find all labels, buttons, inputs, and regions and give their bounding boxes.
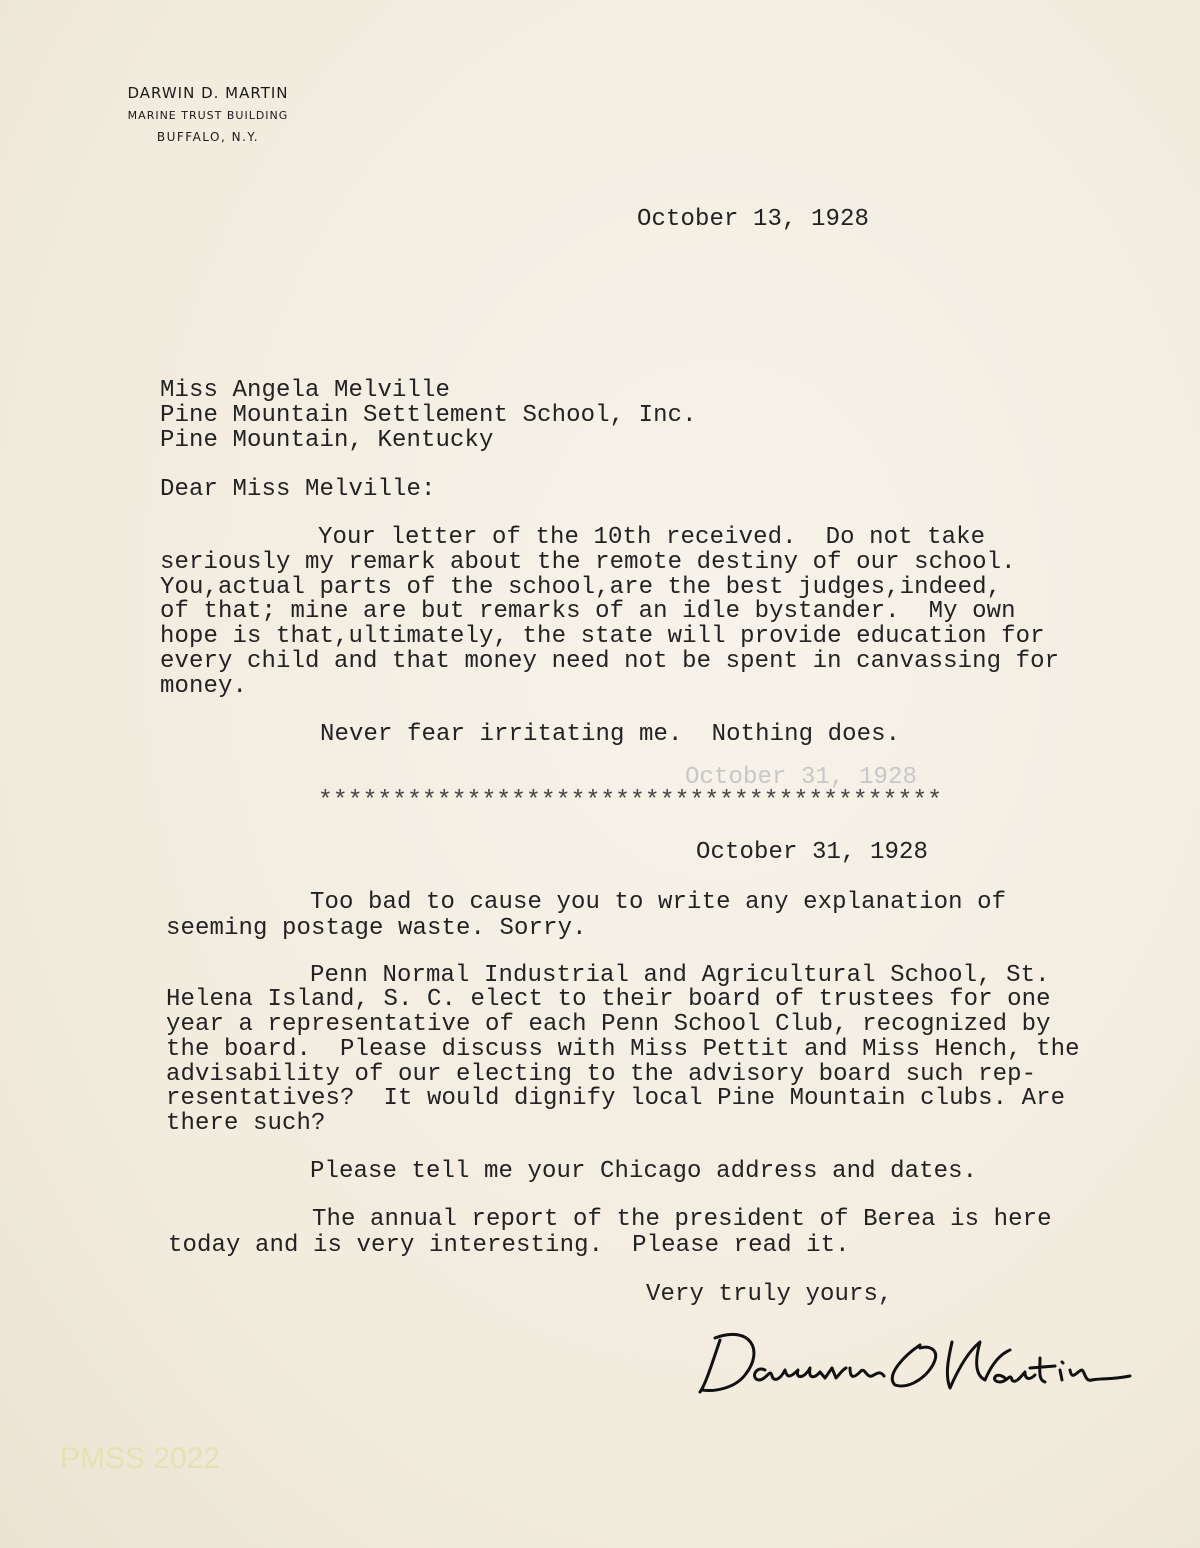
watermark: PMSS 2022 — [60, 1442, 221, 1475]
text-line: Helena Island, S. C. elect to their board of trustees for one — [166, 986, 1051, 1013]
text-line: today and is very interesting. Please read it. — [168, 1232, 850, 1259]
text-line: there such? — [166, 1110, 326, 1137]
separator: ****************************************** — [318, 788, 943, 815]
text-line: Too bad to cause you to write any explanation of — [310, 889, 1007, 916]
address-line: Miss Angela Melville — [160, 377, 451, 404]
letterhead-city: BUFFALO, N.Y. — [156, 130, 260, 144]
text-line: Penn Normal Industrial and Agricultural School, St. — [310, 962, 1050, 989]
text-line: hope is that,ultimately, the state will provide education for — [160, 623, 1045, 650]
handwritten-signature — [690, 1320, 1140, 1415]
text-line: Your letter of the 10th received. Do not take — [318, 524, 986, 551]
text-line: money. — [160, 673, 248, 700]
text-line: every child and that money need not be spent in canvassing for — [160, 648, 1060, 675]
letterhead-building: MARINE TRUST BUILDING — [127, 109, 289, 122]
text-line: of that; mine are but remarks of an idle bystander. My own — [160, 598, 1016, 625]
letterhead-name: DARWIN D. MARTIN — [127, 84, 289, 102]
letter1-date: October 13, 1928 — [637, 206, 870, 233]
text-line: the board. Please discuss with Miss Pettit and Miss Hench, the — [166, 1036, 1080, 1063]
text-line: The annual report of the president of Berea is here — [312, 1206, 1052, 1233]
text-line: seeming postage waste. Sorry. — [166, 915, 587, 942]
offset-date: October 31, 1928 — [685, 764, 918, 791]
address-line: Pine Mountain Settlement School, Inc. — [160, 402, 697, 429]
letter2-paragraph3: Please tell me your Chicago address and dates. — [310, 1158, 978, 1185]
text-line: advisability of our electing to the advisory board such rep- — [166, 1061, 1037, 1088]
closing: Very truly yours, — [646, 1281, 893, 1308]
salutation: Dear Miss Melville: — [160, 476, 436, 503]
text-line: You,actual parts of the school,are the best judges,indeed, — [160, 574, 1002, 601]
text-line: year a representative of each Penn School Club, recognized by — [166, 1011, 1051, 1038]
letter1-paragraph2: Never fear irritating me. Nothing does. — [320, 721, 901, 748]
text-line: seriously my remark about the remote destiny of our school. — [160, 549, 1016, 576]
letter2-date: October 31, 1928 — [696, 839, 929, 866]
address-line: Pine Mountain, Kentucky — [160, 427, 494, 454]
text-line: resentatives? It would dignify local Pine Mountain clubs. Are — [166, 1085, 1066, 1112]
